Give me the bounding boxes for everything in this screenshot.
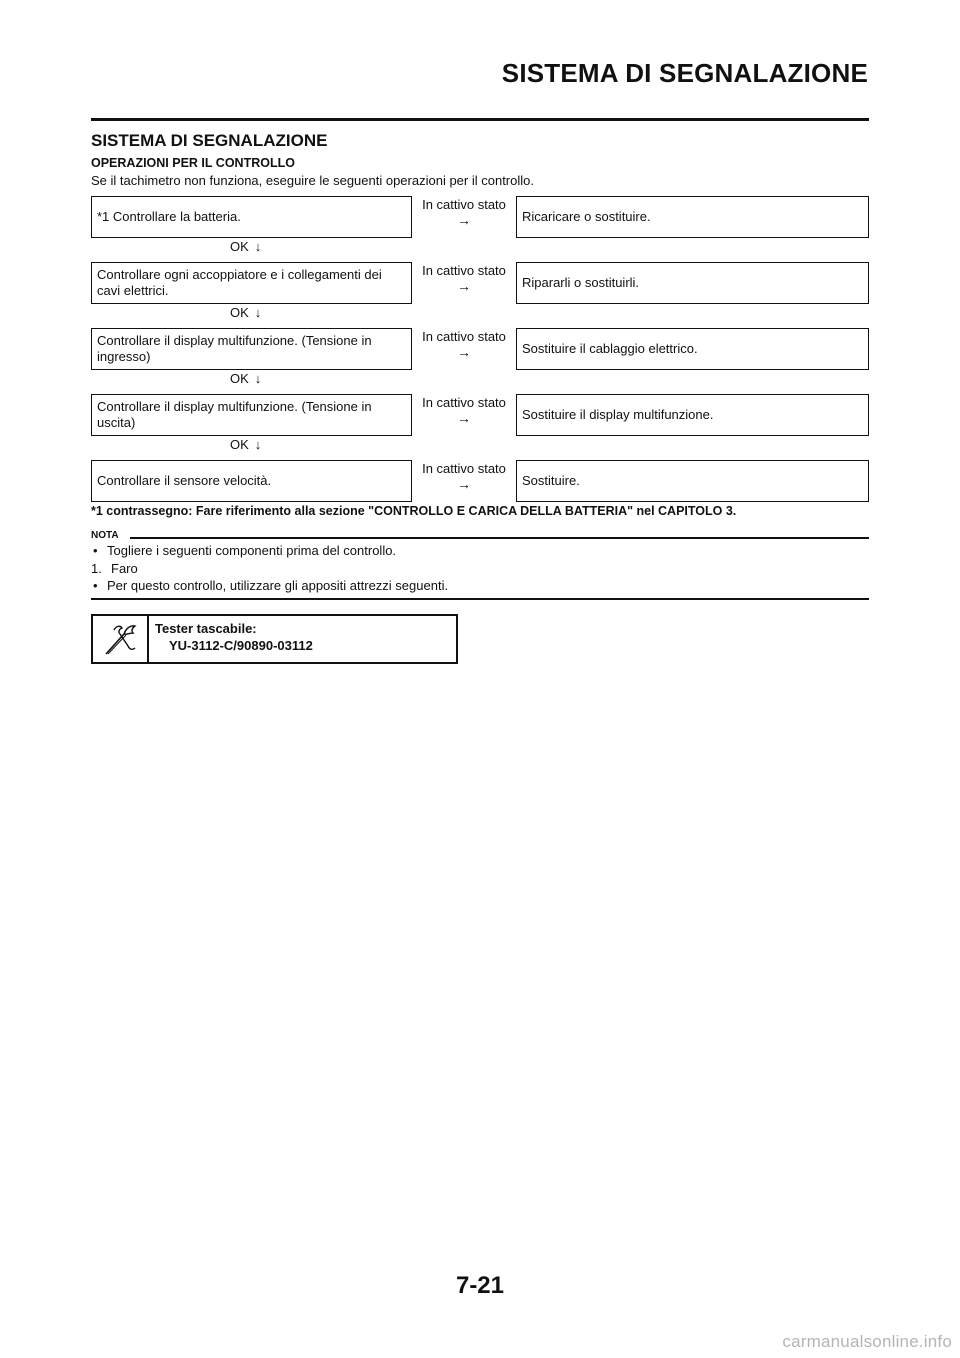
right-arrow-icon: → — [457, 410, 471, 426]
fail-label-1: In cattivo stato → — [414, 197, 514, 228]
subsection-title: OPERAZIONI PER IL CONTROLLO — [91, 156, 295, 170]
note-item-1 — [91, 543, 396, 558]
action-text: Ripararli o sostituirli. — [522, 275, 640, 290]
note-text: Faro — [111, 561, 138, 576]
right-arrow-icon: → — [457, 212, 471, 228]
down-arrow-icon: ↓ — [254, 305, 262, 320]
action-box-1 — [516, 196, 869, 238]
check-box-5 — [91, 460, 412, 502]
fail-label-4: In cattivo stato → — [414, 395, 514, 426]
down-arrow-icon: ↓ — [254, 239, 262, 254]
note-item-2 — [91, 561, 138, 576]
check-text: Controllare il display multifunzione. (Tensione in uscita) — [97, 399, 372, 430]
check-text: *1 Controllare la batteria. — [97, 209, 241, 224]
fail-label-2: In cattivo stato → — [414, 263, 514, 294]
tool-name: Tester tascabile: — [155, 621, 257, 636]
ok-label-3: OK ↓ — [230, 371, 262, 386]
page-number: 7-21 — [455, 1272, 505, 1299]
intro-text: Se il tachimetro non funziona, eseguire le seguenti operazioni per il controllo. — [91, 173, 534, 188]
note-label: NOTA — [91, 530, 119, 541]
action-text: Sostituire il display multifunzione. — [522, 407, 714, 422]
tool-icon-cell — [93, 616, 149, 662]
action-box-4 — [516, 394, 869, 436]
action-text: Sostituire il cablaggio elettrico. — [522, 341, 698, 356]
action-text: Sostituire. — [522, 473, 580, 488]
check-box-2 — [91, 262, 412, 304]
ok-label-4: OK ↓ — [230, 437, 262, 452]
note-text: Togliere i seguenti componenti prima del controllo. — [107, 543, 397, 558]
action-box-3 — [516, 328, 869, 370]
bullet-mark: • — [93, 578, 98, 593]
check-box-1 — [91, 196, 412, 238]
page-header-title: SISTEMA DI SEGNALAZIONE — [501, 58, 868, 88]
header-rule — [91, 118, 869, 121]
action-box-2 — [516, 262, 869, 304]
watermark: carmanualsonline.info — [782, 1332, 952, 1351]
tool-text — [149, 616, 319, 662]
check-text: Controllare ogni accoppiatore e i collegamenti dei cavi elettrici. — [97, 267, 382, 298]
note-text: Per questo controllo, utilizzare gli appositi attrezzi seguenti. — [107, 578, 449, 593]
tester-probe-icon — [100, 620, 140, 658]
action-text: Ricaricare o sostituire. — [522, 209, 651, 224]
note-item-3 — [91, 578, 448, 593]
tool-box — [91, 614, 458, 664]
ok-label-1: OK ↓ — [230, 239, 262, 254]
down-arrow-icon: ↓ — [254, 371, 262, 386]
section-title: SISTEMA DI SEGNALAZIONE — [91, 131, 328, 150]
check-text: Controllare il sensore velocità. — [97, 473, 272, 488]
check-text: Controllare il display multifunzione. (Tensione in ingresso) — [97, 333, 372, 364]
ok-label-2: OK ↓ — [230, 305, 262, 320]
note-rule — [130, 537, 869, 539]
footnote: *1 contrassegno: Fare riferimento alla sezione "CONTROLLO E CARICA DELLA BATTERIA" nel CAPITOLO 3. — [91, 504, 737, 518]
right-arrow-icon: → — [457, 278, 471, 294]
number-mark: 1. — [91, 561, 102, 576]
action-box-5 — [516, 460, 869, 502]
check-box-4 — [91, 394, 412, 436]
right-arrow-icon: → — [457, 344, 471, 360]
tool-code: YU-3112-C/90890-03112 — [169, 638, 313, 653]
down-arrow-icon: ↓ — [254, 437, 262, 452]
bullet-mark: • — [93, 543, 98, 558]
fail-label-5: In cattivo stato → — [414, 461, 514, 492]
check-box-3 — [91, 328, 412, 370]
note-end-rule — [91, 598, 869, 600]
fail-label-3: In cattivo stato → — [414, 329, 514, 360]
right-arrow-icon: → — [457, 476, 471, 492]
